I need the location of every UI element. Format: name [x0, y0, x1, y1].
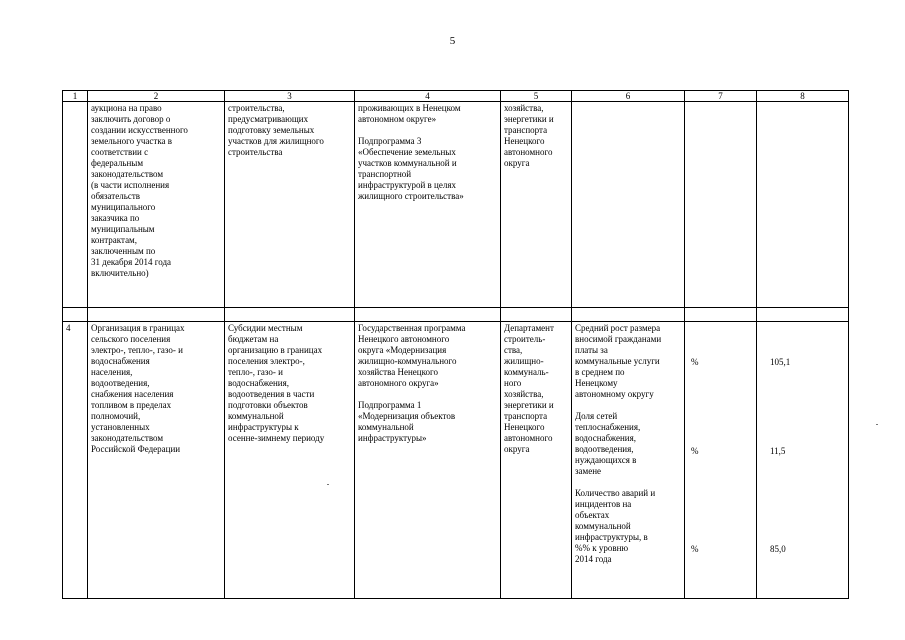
row-b-executor: Департамент строитель- ства, жилищно- коммуналь- ного хозяйства, энергетики и транспорта Ненецкого автономного округа: [501, 322, 572, 599]
column-header-8: 8: [757, 91, 849, 102]
row-a-number: [63, 102, 88, 308]
row-b-values-cell: [757, 322, 849, 599]
table-row-spacer: [63, 308, 849, 322]
indicator-value-1: 105,1: [770, 357, 791, 367]
column-header-4: 4: [355, 91, 501, 102]
indicator-value-3: 85,0: [770, 544, 786, 554]
scan-speck: [327, 484, 329, 485]
row-b-program: Государственная программа Ненецкого автономного округа «Модернизация жилищно-коммунального хозяйства Ненецкого автономного округа» Подпрограмма 1 «Модернизация объектов коммунальной инфраструктуры»: [355, 322, 501, 599]
column-header-2: 2: [88, 91, 225, 102]
column-header-3: 3: [225, 91, 355, 102]
row-b-measure: Организация в границах сельского поселения электро-, тепло-, газо- и водоснабжения населения, водоотведения, снабжения населения топливом в пределах полномочий, установленных законодательством Российской Федерации: [88, 322, 225, 599]
row-a-measure: аукциона на право заключить договор о создании искусственного земельного участка в соответствии с федеральным законодательством (в части исполнения обязательств муниципального заказчика по муниципальным контрактам, заключенным по 31 декабря 2014 года включительно): [88, 102, 225, 308]
row-b-subsidy: Субсидии местным бюджетам на организацию в границах поселения электро-, тепло-, газо- и водоснабжения, водоотведения в части подготовки объектов коммунальной инфраструктуры к осенне-зимнему периоду: [225, 322, 355, 599]
column-header-6: 6: [572, 91, 685, 102]
row-a-indicator: [572, 102, 685, 308]
column-header-1: 1: [63, 91, 88, 102]
row-b-units-cell: [685, 322, 757, 599]
row-a-value: [757, 102, 849, 308]
unit-value-3: %: [691, 544, 699, 554]
row-a-executor: хозяйства, энергетики и транспорта Ненецкого автономного округа: [501, 102, 572, 308]
row-b-indicators: Средний рост размера вносимой гражданами платы за коммунальные услуги в среднем по Ненецкому автономному округу Доля сетей теплоснабжения, водоснабжения, водоотведения, нуждающихся в замене Количество аварий и инцидентов на объектах коммунальной инфраструктуры, в %% к уровню 2014 года: [572, 322, 685, 599]
table-header-row: [63, 91, 849, 102]
row-a-unit: [685, 102, 757, 308]
column-header-7: 7: [685, 91, 757, 102]
row-b-number: 4: [63, 322, 88, 599]
page-number: 5: [449, 35, 456, 47]
unit-value-2: %: [691, 446, 699, 456]
table-row: [63, 102, 849, 308]
indicator-value-2: 11,5: [770, 446, 786, 456]
row-a-subsidy: строительства, предусматривающих подготовку земельных участков для жилищного строительства: [225, 102, 355, 308]
table-row: [63, 322, 849, 599]
column-header-5: 5: [501, 91, 572, 102]
row-a-program: проживающих в Ненецком автономном округе» Подпрограмма 3 «Обеспечение земельных участков коммунальной и транспортной инфраструктурой в целях жилищного строительства»: [355, 102, 501, 308]
indicators-table: [62, 90, 849, 599]
unit-value-1: %: [691, 357, 699, 367]
scan-speck: [876, 424, 878, 425]
